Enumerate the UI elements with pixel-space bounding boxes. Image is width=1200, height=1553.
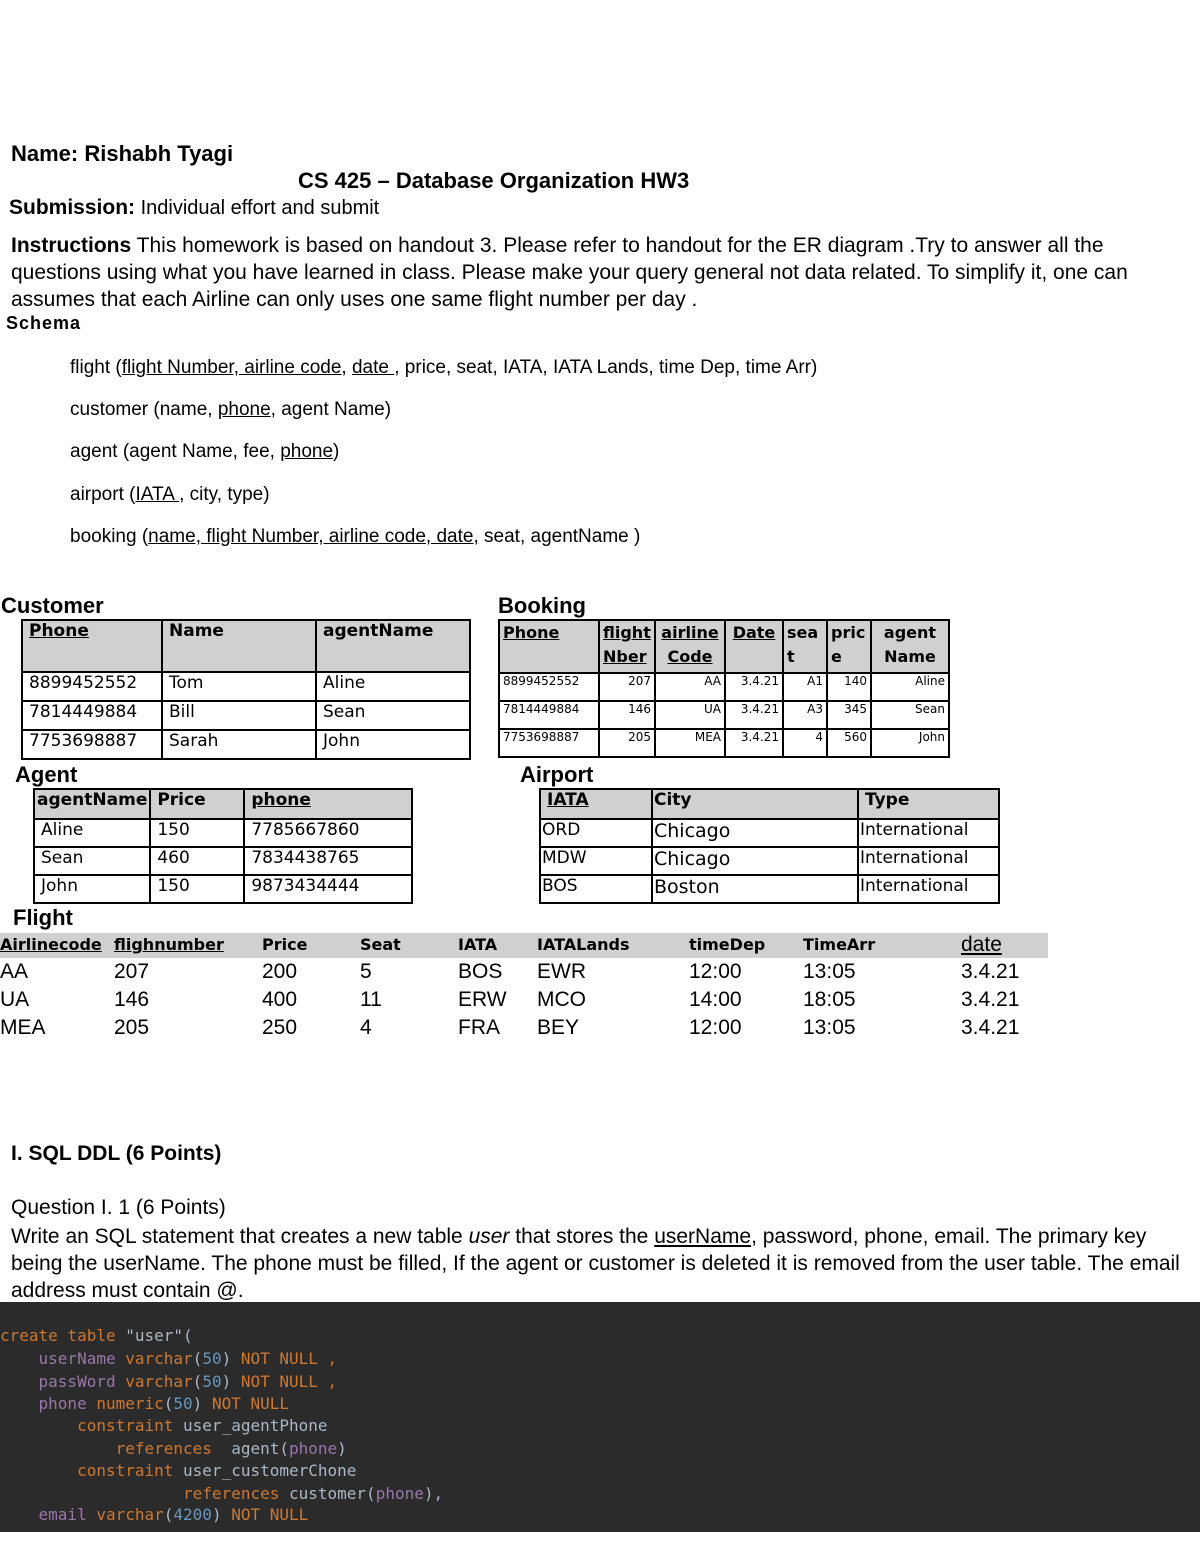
table-cell: 8899452552 xyxy=(499,673,599,701)
schema-booking xyxy=(70,526,640,548)
table-cell: 8899452552 xyxy=(22,672,162,701)
table-cell: Chicago xyxy=(652,819,858,847)
schema-text: booking ( xyxy=(70,526,149,547)
agent-table xyxy=(33,788,413,904)
code-keyword: varchar xyxy=(125,1372,193,1391)
code-keyword: NOT NULL xyxy=(211,1394,289,1413)
code-text: ) xyxy=(221,1349,241,1368)
code-number: 50 xyxy=(202,1349,222,1368)
table-cell: 7834438765 xyxy=(244,847,412,875)
table-cell: 13:05 xyxy=(803,960,856,983)
schema-text: , price, seat, IATA, IATA Lands, time Dep, time Arr) xyxy=(394,357,818,378)
table-cell: BEY xyxy=(537,1016,580,1039)
table-header-cell: Date xyxy=(725,620,783,673)
table-cell: 205 xyxy=(599,729,655,757)
table-header-cell: IATALands xyxy=(537,935,630,954)
table-header-cell: TimeArr xyxy=(803,935,876,954)
code-field: passWord xyxy=(0,1372,126,1391)
table-header-cell: Airlinecode xyxy=(0,935,102,954)
table-cell: 4 xyxy=(783,729,827,757)
table-cell: ORD xyxy=(540,819,652,847)
table-header-cell: airline Code xyxy=(655,620,725,673)
code-keyword: references xyxy=(0,1484,289,1503)
code-text: ( xyxy=(163,1505,174,1524)
table-row xyxy=(499,701,949,729)
table-cell: 150 xyxy=(150,875,244,903)
code-number: 50 xyxy=(202,1372,222,1391)
table-cell: MCO xyxy=(537,988,586,1011)
table-cell: 207 xyxy=(599,673,655,701)
question-text-part: that stores the xyxy=(509,1225,655,1248)
code-text: ( xyxy=(366,1484,376,1503)
table-cell: MEA xyxy=(655,729,725,757)
table-header-cell: IATA xyxy=(540,789,652,819)
schema-agent xyxy=(70,441,339,463)
submission-line xyxy=(9,196,379,220)
table-cell: John xyxy=(316,730,470,759)
airport-table xyxy=(539,788,1000,904)
flight-table xyxy=(0,933,1048,1042)
table-cell: 140 xyxy=(827,673,871,701)
page-title: CS 425 – Database Organization HW3 xyxy=(298,168,690,193)
table-header-cell: date xyxy=(961,933,1002,956)
table-cell: John xyxy=(34,875,150,903)
question-key-field: userName xyxy=(654,1225,752,1248)
code-line xyxy=(0,1394,289,1413)
schema-text: flight ( xyxy=(70,357,122,378)
code-keyword: numeric xyxy=(96,1394,164,1413)
code-keyword: references xyxy=(0,1439,222,1458)
table-row xyxy=(34,819,412,847)
schema-customer xyxy=(70,399,391,421)
table-cell: 146 xyxy=(114,988,150,1011)
table-cell: UA xyxy=(655,701,725,729)
code-field: phone xyxy=(289,1439,338,1458)
table-row xyxy=(0,986,1048,1014)
table-row xyxy=(34,847,412,875)
table-row xyxy=(499,673,949,701)
table-cell: A3 xyxy=(783,701,827,729)
table-header-cell: sea t xyxy=(783,620,827,673)
table-cell: ERW xyxy=(458,988,507,1011)
booking-table xyxy=(498,619,950,758)
table-cell: MEA xyxy=(0,1016,46,1039)
table-header-cell: pric e xyxy=(827,620,871,673)
schema-key: phone xyxy=(280,441,334,462)
sql-code-block xyxy=(0,1302,1200,1532)
table-header-row xyxy=(499,620,949,673)
table-header-cell: flighnumber xyxy=(114,935,224,954)
schema-key: date xyxy=(351,357,395,378)
table-cell: 9873434444 xyxy=(244,875,412,903)
table-cell: 5 xyxy=(360,960,372,983)
table-header-cell: IATA xyxy=(458,935,498,954)
flight-caption: Flight xyxy=(13,905,73,930)
code-number: 50 xyxy=(173,1394,193,1413)
agent-caption: Agent xyxy=(15,762,78,787)
submission-text: Individual effort and submit xyxy=(135,197,380,219)
table-cell: International xyxy=(858,847,999,875)
table-cell: MDW xyxy=(540,847,652,875)
code-text: ) xyxy=(211,1505,232,1524)
table-cell: 3.4.21 xyxy=(961,988,1020,1011)
table-cell: 3.4.21 xyxy=(725,673,783,701)
table-cell: 7814449884 xyxy=(499,701,599,729)
table-cell: John xyxy=(871,729,949,757)
schema-text: seat, agentName ) xyxy=(478,526,641,547)
table-header-cell: phone xyxy=(244,789,412,819)
question-text xyxy=(11,1223,1196,1304)
code-line xyxy=(0,1372,337,1391)
code-text: ) xyxy=(221,1372,241,1391)
table-row xyxy=(22,701,470,730)
table-cell: 7814449884 xyxy=(22,701,162,730)
table-cell: Sarah xyxy=(162,730,316,759)
table-row xyxy=(22,730,470,759)
table-header-row xyxy=(0,933,1048,958)
table-header-cell: Seat xyxy=(360,935,401,954)
code-line xyxy=(0,1461,356,1480)
table-row xyxy=(0,958,1048,986)
table-cell: Aline xyxy=(871,673,949,701)
table-cell: Aline xyxy=(34,819,150,847)
code-keyword: varchar xyxy=(96,1505,164,1524)
table-header-cell: Price xyxy=(262,935,308,954)
table-header-cell: Price xyxy=(150,789,244,819)
code-text: ( xyxy=(192,1349,203,1368)
table-header-cell: Type xyxy=(858,789,999,819)
table-cell: 3.4.21 xyxy=(961,1016,1020,1039)
code-text: ( xyxy=(279,1439,289,1458)
table-cell: Chicago xyxy=(652,847,858,875)
code-text: ), xyxy=(423,1484,444,1503)
schema-text: , city, type) xyxy=(179,484,270,505)
table-cell: 146 xyxy=(599,701,655,729)
code-line xyxy=(0,1484,443,1503)
table-cell: BOS xyxy=(458,960,503,983)
schema-text: ) xyxy=(333,441,340,462)
code-line xyxy=(0,1439,347,1458)
code-text: customer xyxy=(288,1484,367,1503)
table-cell: EWR xyxy=(537,960,586,983)
table-cell: Bill xyxy=(162,701,316,730)
code-keyword: create table xyxy=(0,1326,126,1345)
table-row xyxy=(499,729,949,757)
code-field: phone xyxy=(375,1484,424,1503)
schema-key: IATA xyxy=(135,484,180,505)
table-cell: 14:00 xyxy=(689,988,742,1011)
schema-airport xyxy=(70,484,270,506)
schema-heading: Schema xyxy=(6,313,82,333)
table-cell: 7753698887 xyxy=(22,730,162,759)
table-cell: FRA xyxy=(458,1016,500,1039)
table-cell: 3.4.21 xyxy=(725,729,783,757)
table-header-cell: agentName xyxy=(316,620,470,672)
customer-table xyxy=(21,619,471,760)
code-line xyxy=(0,1349,337,1368)
table-row xyxy=(34,875,412,903)
code-field: email xyxy=(0,1505,97,1524)
submission-label: Submission: xyxy=(9,196,136,219)
table-row xyxy=(540,875,999,903)
table-cell: Sean xyxy=(316,701,470,730)
code-keyword: NOT NULL , xyxy=(240,1372,338,1391)
table-cell: 12:00 xyxy=(689,1016,742,1039)
schema-text: agent (agent Name, fee, xyxy=(70,441,281,462)
table-row xyxy=(22,672,470,701)
table-cell: 400 xyxy=(262,988,298,1011)
table-cell: A1 xyxy=(783,673,827,701)
table-cell: 11 xyxy=(360,988,382,1011)
table-header-cell: agentName xyxy=(34,789,150,819)
table-cell: 205 xyxy=(114,1016,150,1039)
table-cell: 3.4.21 xyxy=(725,701,783,729)
table-cell: Sean xyxy=(871,701,949,729)
code-text: user_agentPhone xyxy=(183,1416,328,1435)
code-keyword: NOT NULL , xyxy=(240,1349,338,1368)
code-text: user_customerChone xyxy=(183,1461,357,1480)
table-header-cell: agent Name xyxy=(871,620,949,673)
table-cell: UA xyxy=(0,988,30,1011)
table-cell: BOS xyxy=(540,875,652,903)
table-header-cell: Phone xyxy=(22,620,162,672)
schema-flight xyxy=(70,357,817,379)
code-text: agent xyxy=(221,1439,280,1458)
code-line xyxy=(0,1326,193,1345)
code-field: userName xyxy=(0,1349,126,1368)
table-header-row xyxy=(540,789,999,819)
table-header-row xyxy=(34,789,412,819)
table-cell: 4 xyxy=(360,1016,372,1039)
schema-key: name, flight Number, airline code, date, xyxy=(148,526,479,547)
section-heading: I. SQL DDL (6 Points) xyxy=(11,1142,222,1165)
table-cell: Tom xyxy=(162,672,316,701)
table-cell: International xyxy=(858,875,999,903)
customer-caption: Customer xyxy=(1,593,104,618)
table-cell: 150 xyxy=(150,819,244,847)
schema-key: phone xyxy=(217,399,271,420)
code-field: phone xyxy=(0,1394,97,1413)
student-name: Name: Rishabh Tyagi xyxy=(11,141,234,166)
code-text: ( xyxy=(163,1394,174,1413)
table-cell: 250 xyxy=(262,1016,298,1039)
code-line xyxy=(0,1416,328,1435)
table-cell: 200 xyxy=(262,960,298,983)
schema-key: flight Number, airline code xyxy=(121,357,342,378)
table-header-cell: Phone xyxy=(499,620,599,673)
code-keyword: varchar xyxy=(125,1349,193,1368)
instructions xyxy=(11,232,1191,313)
table-cell: 18:05 xyxy=(803,988,856,1011)
code-line xyxy=(0,1505,308,1524)
instructions-text: This homework is based on handout 3. Please refer to handout for the ER diagram .Try to answer all the questions using what you have learned in class. Please make your query general not data related. To simplify it, one can assumes that each Airline can only uses one same flight number per day . xyxy=(11,234,1128,311)
schema-text: , agent Name) xyxy=(270,399,392,420)
table-cell: 560 xyxy=(827,729,871,757)
table-header-cell: Name xyxy=(162,620,316,672)
table-cell: 207 xyxy=(114,960,150,983)
instructions-label: Instructions xyxy=(11,234,132,257)
table-cell: 460 xyxy=(150,847,244,875)
table-header-cell: timeDep xyxy=(689,935,766,954)
question-text-part: , password, phone, email. The primary key being the userName. The phone must be filled, If the agent or customer is deleted it is removed from the user table. The email address must contain @. xyxy=(11,1225,1180,1302)
code-text: ( xyxy=(192,1372,203,1391)
table-cell: 3.4.21 xyxy=(961,960,1020,983)
table-row xyxy=(540,819,999,847)
table-cell: Aline xyxy=(316,672,470,701)
schema-text: customer (name, xyxy=(70,399,218,420)
question-text-part: Write an SQL statement that creates a new table xyxy=(11,1225,469,1248)
code-keyword: constraint xyxy=(0,1416,184,1435)
code-number: 4200 xyxy=(173,1505,212,1524)
code-text: ) xyxy=(192,1394,212,1413)
table-cell: Boston xyxy=(652,875,858,903)
schema-text: , xyxy=(341,357,352,378)
code-text: ) xyxy=(337,1439,347,1458)
table-cell: 7785667860 xyxy=(244,819,412,847)
table-header-row xyxy=(22,620,470,672)
table-cell: Sean xyxy=(34,847,150,875)
question-label: Question I. 1 (6 Points) xyxy=(11,1196,226,1219)
table-header-cell: flight Nber xyxy=(599,620,655,673)
table-cell: AA xyxy=(655,673,725,701)
schema-text: airport ( xyxy=(70,484,136,505)
booking-caption: Booking xyxy=(498,593,586,618)
airport-caption: Airport xyxy=(520,762,594,787)
table-cell: International xyxy=(858,819,999,847)
table-row xyxy=(540,847,999,875)
table-cell: 345 xyxy=(827,701,871,729)
table-row xyxy=(0,1014,1048,1042)
table-cell: 7753698887 xyxy=(499,729,599,757)
code-keyword: NOT NULL xyxy=(231,1505,309,1524)
code-keyword: constraint xyxy=(0,1461,184,1480)
table-cell: 12:00 xyxy=(689,960,742,983)
table-header-cell: City xyxy=(652,789,858,819)
question-table-name: user xyxy=(468,1225,510,1248)
code-text: "user"( xyxy=(125,1326,193,1345)
table-cell: AA xyxy=(0,960,29,983)
table-cell: 13:05 xyxy=(803,1016,856,1039)
